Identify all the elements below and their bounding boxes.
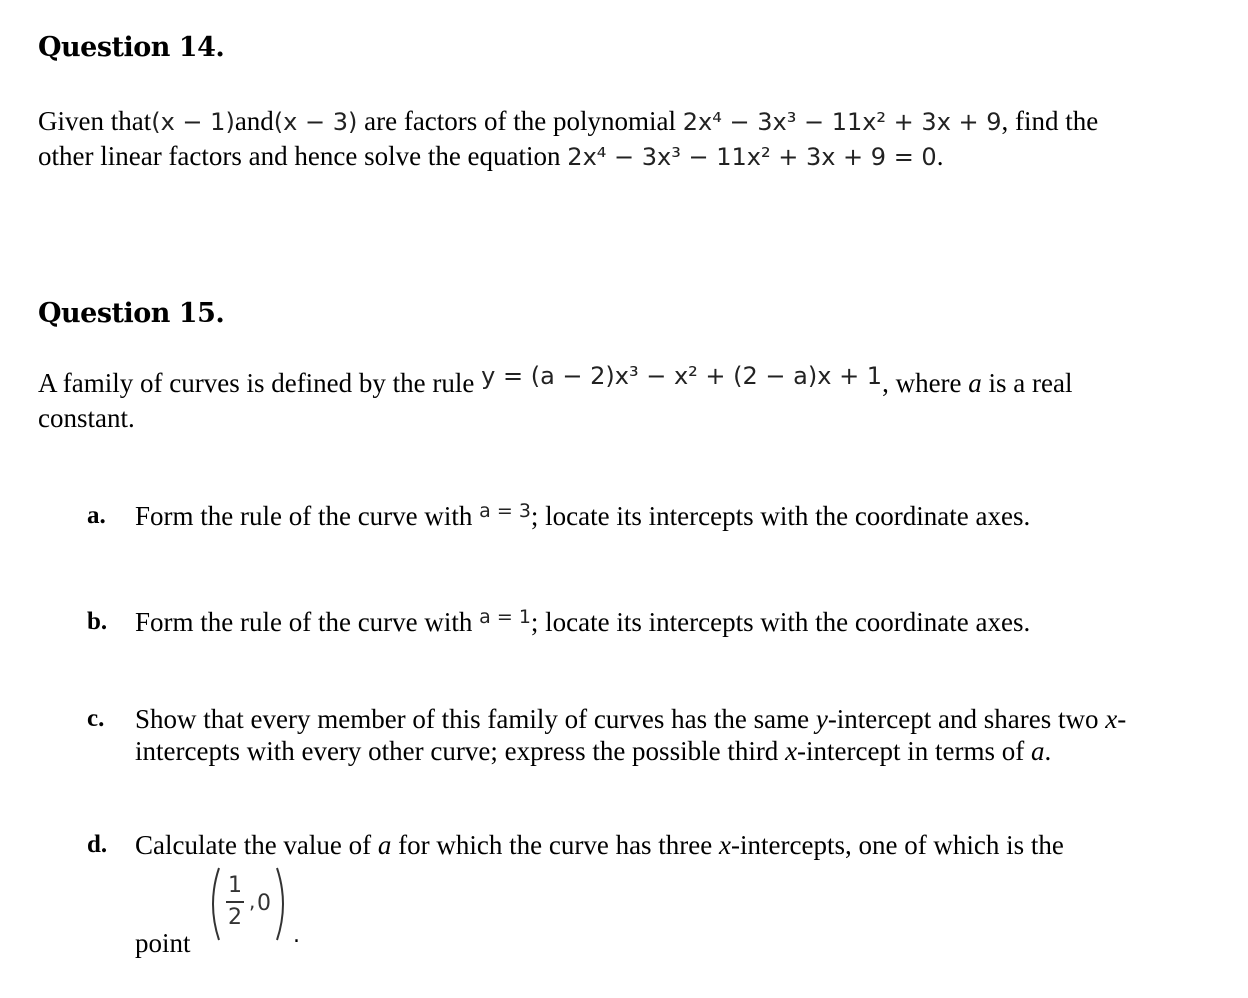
right-paren <box>277 868 283 940</box>
q14-equation: 2x⁴ − 3x³ − 11x² + 3x + 9 = 0 <box>567 143 937 171</box>
part-d-point-fraction <box>205 864 305 944</box>
q14-text-3: , find the <box>1001 106 1099 136</box>
part-a-text: Form the rule of the curve with $^{a = 3}$; locate its intercepts with the coordinate axes. <box>135 500 1031 531</box>
q15-heading: Question 15. <box>38 298 225 329</box>
q14-factor-2: (x − 3) <box>273 108 358 136</box>
part-a-label: a. <box>87 502 106 529</box>
left-paren <box>213 868 219 940</box>
part-d-point-label: point <box>135 928 191 958</box>
q14-text-4: other linear factors and hence solve the equation <box>38 141 561 171</box>
frac-numerator: 1 <box>228 873 242 898</box>
q15-var-a: a <box>968 368 982 398</box>
q15-text-1: A family of curves is defined by the rule <box>38 368 475 398</box>
q15-text-2: , where <box>882 368 962 398</box>
part-c-label: c. <box>87 705 105 732</box>
q14-text-1: Given that <box>38 106 152 136</box>
q14-heading: Question 14. <box>38 32 225 63</box>
q15-rule: y = (a − 2)x³ − x² + (2 − a)x + 1 <box>481 362 883 390</box>
q14-body <box>38 104 1228 174</box>
part-b-condition: a = 1 <box>479 606 531 628</box>
part-d-label: d. <box>87 831 108 858</box>
frac-denominator: 2 <box>228 905 242 930</box>
q15-text-3: is a real <box>988 368 1073 398</box>
q14-factor-1: (x − 1) <box>151 108 235 136</box>
part-b-text: Form the rule of the curve with $^{a = 1}$; locate its intercepts with the coordinate axes. <box>135 606 1031 637</box>
q14-text-and: and <box>234 106 274 136</box>
final-period: . <box>293 923 300 944</box>
comma: , <box>249 889 256 913</box>
q14-polynomial: 2x⁴ − 3x³ − 11x² + 3x + 9 <box>682 108 1002 136</box>
part-a-condition: a = 3 <box>479 500 531 522</box>
part-b-label: b. <box>87 608 108 635</box>
q15-body <box>38 362 1228 435</box>
q14-text-5: . <box>936 141 944 171</box>
q14-text-2: are factors of the polynomial <box>364 106 677 136</box>
part-c-text: Show that every member of this family of curves has the same y-intercept and shares two x-intercepts with every other curve; express the possible third x-intercept in terms of a. <box>135 704 1127 766</box>
point-y-value: 0 <box>257 891 271 916</box>
q15-text-4: constant. <box>38 403 135 433</box>
part-d-text: Calculate the value of a for which the curve has three x-intercepts, one of which is the <box>135 830 1064 860</box>
